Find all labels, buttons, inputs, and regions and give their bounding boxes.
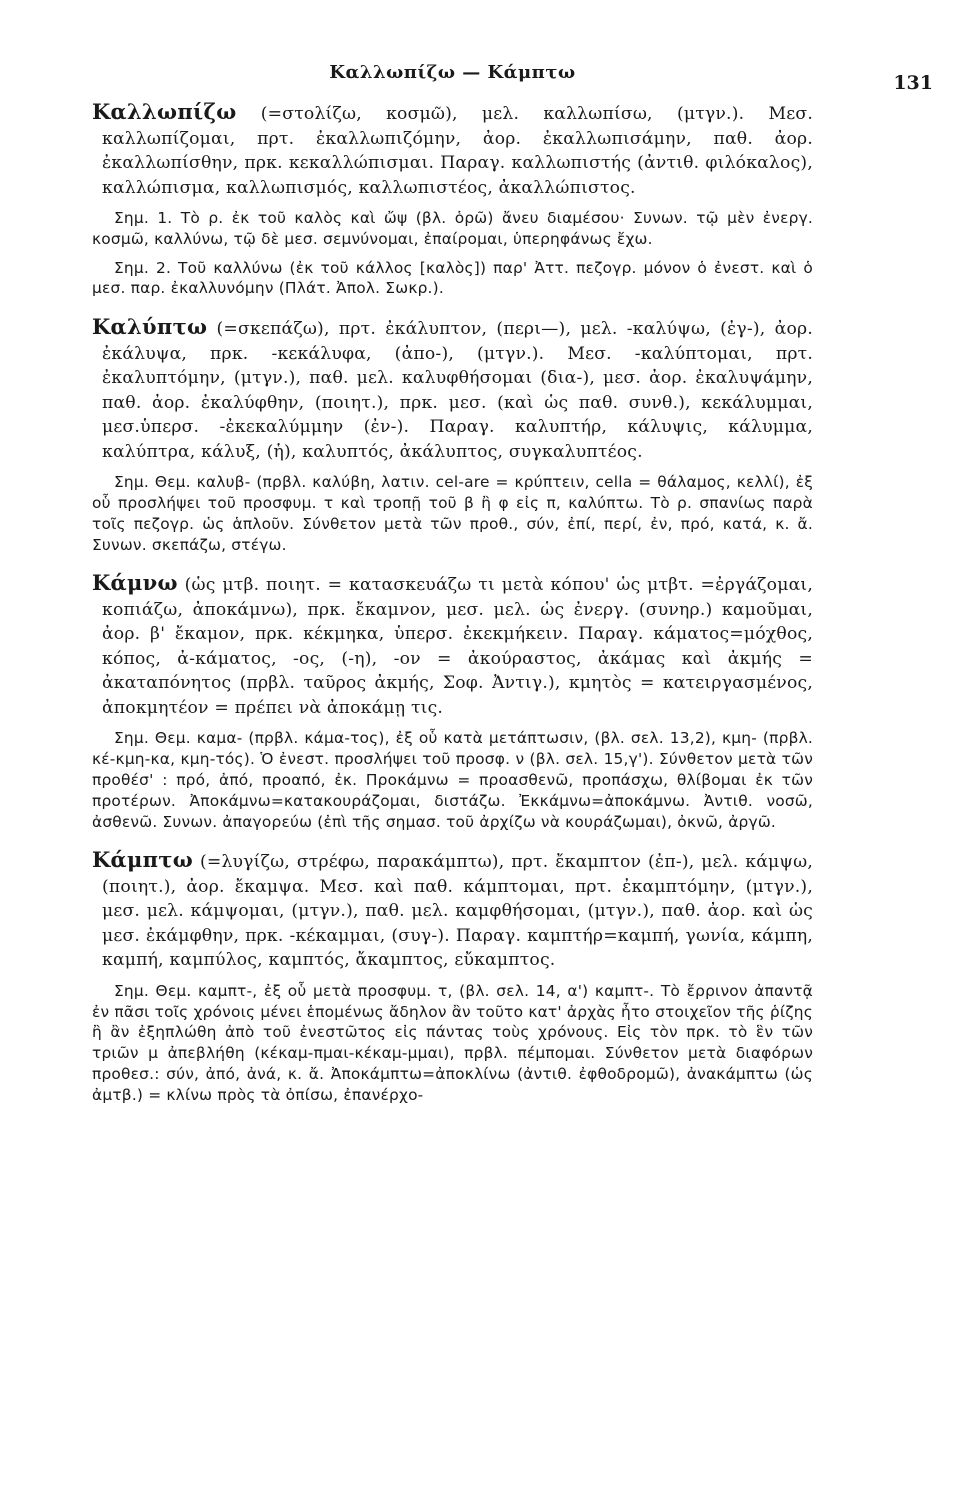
entry-lemma: Κάμπτω xyxy=(92,847,194,873)
entry-note: Σημ. Θεμ. καμπτ-, ἐξ οὗ μετὰ προσφυμ. τ, (βλ. σελ. 14, α') καμπτ-. Τὸ ἔρρινον ἀπαντᾷ ἐν πᾶσι τοῖς χρόνοις μένει ἑπομένως ἄδηλον ἂν τοῦτο κατ' ἀρχὰς ἦτο στοιχεῖον τῆς ῥίζης ἢ ἂν ἐξηπλώθη ἀπὸ τοῦ ἐνεστῶτος εἰς πάντας τοὺς χρόνους. Εἰς τὸν πρκ. τὸ ἓν τῶν τριῶν μ ἀπεβλήθη (κέκαμ-πμαι-κέκαμ-μμαι), πρβλ. πέμπομαι. Σύνθετον μετὰ διαφόρων προθεσ.: σύν, ἀπό, ἀνά, κ. ἄ. Ἀποκάμπτω=ἀποκλίνω (ἀντιθ. ἐφθοδρομῶ), ἀνακάμπτω (ὡς ἀμτβ.) = κλίνω πρὸς τὰ ὀπίσω, ἐπανέρχο- xyxy=(92,981,813,1104)
entry-text: (ὡς μτβ. ποιητ. = κατασκευάζω τι μετὰ κόπου' ὡς μτβτ. =ἐργάζομαι, κοπιάζω, ἀποκάμνω), πρκ. ἔκαμνον, μεσ. μελ. ὡς ἐνεργ. (συνηρ.) καμοῦμαι, ἀορ. β' ἔκαμον, πρκ. κέκμηκα, ὑπερσ. ἐκεκμήκειν. Παραγ. κάματος=μόχθος, κόπος, ἀ-κάματος, -ος, (-η), -ον = ἀκούραστος, ἀκάμας καὶ ἀκμής = ἀκαταπόνητος (πρβλ. ταῦρος ἀκμής, Σοφ. Ἀντιγ.), κμητὸς = κατειργασμένος, ἀποκμητέον = πρέπει νὰ ἀποκάμῃ τις. xyxy=(102,575,813,718)
entry-definition xyxy=(92,848,813,973)
entry-note: Σημ. Θεμ. καλυβ- (πρβλ. καλύβη, λατιν. cel-are = κρύπτειν, cella = θάλαμος, κελλί), ἐξ οὗ προσλήψει τοῦ προσφυμ. τ καὶ τροπῇ τοῦ β ἢ φ εἰς π, καλύπτω. Τὸ ρ. σπανίως παρὰ τοῖς πεζογρ. ὡς ἁπλοῦν. Σύνθετον μετὰ τῶν προθ., σύν, ἐπί, περί, ἐν, πρό, κατά, κ. ἄ. Συνων. σκεπάζω, στέγω. xyxy=(92,473,813,554)
page-number: 131 xyxy=(893,72,933,94)
entry-note: Σημ. 1. Τὸ ρ. ἐκ τοῦ καλὸς καὶ ὤψ (βλ. ὁρῶ) ἄνευ διαμέσου· Συνων. τῷ μὲν ἐνεργ. κοσμῶ, καλλύνω, τῷ δὲ μεσ. σεμνύνομαι, ἐπαίρομαι, ὑπερηφάνως ἔχω. xyxy=(92,209,813,248)
running-head xyxy=(92,52,933,100)
entry-text: (=λυγίζω, στρέφω, παρακάμπτω), πρτ. ἔκαμπτον (ἐπ-), μελ. κάμψω, (ποιητ.), ἀορ. ἔκαμψα. Μεσ. καὶ παθ. κάμπτομαι, πρτ. ἐκαμπτόμην, (μτγν.), μεσ. μελ. κάμψομαι, (μτγν.), παθ. μελ. καμφθήσομαι, (μτγν.), παθ. ἀορ. καὶ ὡς μεσ. ἐκάμφθην, πρκ. -κέκαμμαι, (συγ-). Παραγ. καμπτήρ=καμπή, γωνία, κάμπη, καμπή, καμπύλος, καμπτός, ἄκαμπτος, εὔκαμπτος. xyxy=(102,852,813,971)
entry-text: (=σκεπάζω), πρτ. ἐκάλυπτον, (περι—), μελ. -καλύψω, (ἐγ-), ἀορ. ἐκάλυψα, πρκ. -κεκάλυφα, (ἀπο-), (μτγν.). Μεσ. -καλύπτομαι, πρτ. ἐκαλυπτόμην, (μτγν.), παθ. μελ. καλυφθήσομαι (δια-), μεσ. ἀορ. ἐκαλυψάμην, παθ. ἀορ. ἐκαλύφθην, (ποιητ.), πρκ. μεσ. (καὶ ὡς παθ. συνθ.), κεκάλυμμαι, μεσ.ὑπερσ. -ἐκεκαλύμμην (ἐν-). Παραγ. καλυπτήρ, κάλυψις, κάλυμμα, καλύπτρα, κάλυξ, (ἡ), καλυπτός, ἀκάλυπτος, συγκαλυπτέος. xyxy=(102,319,813,462)
entry-lemma: Καλύπτω xyxy=(92,314,208,340)
entry-kampto xyxy=(92,848,813,1105)
entry-lemma: Καλλωπίζω xyxy=(92,99,237,124)
entry-definition xyxy=(92,100,813,200)
running-title: Καλλωπίζω — Κάμπτω xyxy=(329,62,576,83)
entry-note: Σημ. 2. Τοῦ καλλύνω (ἐκ τοῦ κάλλος [καλὸς]) παρ' Ἀττ. πεζογρ. μόνον ὁ ἐνεστ. καὶ ὁ μεσ. παρ. ἐκαλλυνόμην (Πλάτ. Ἀπολ. Σωκρ.). xyxy=(92,258,813,298)
entry-note: Σημ. Θεμ. καμα- (πρβλ. κάμα-τος), ἐξ οὗ κατὰ μετάπτωσιν, (βλ. σελ. 13,2), κμη- (πρβλ. κέ-κμη-κα, κμη-τός). Ὁ ἐνεστ. προσλήψει τοῦ προσφ. ν (βλ. σελ. 15,γ'). Σύνθετον μετὰ τῶν προθέσ' : πρό, ἀπό, προαπό, ἐκ. Προκάμνω = προασθενῶ, προπάσχω, θλίβομαι ἐκ τῶν προτέρων. Ἀποκάμνω=κατακουράζομαι, διστάζω. Ἐκκάμνω=ἀποκάμνω. Ἀντιθ. νοσῶ, ἀσθενῶ. Συνων. ἀπαγορεύω (ἐπὶ τῆς σημασ. τοῦ ἀρχίζω νὰ κουράζωμαι), ὀκνῶ, ἀργῶ. xyxy=(92,729,813,831)
entry-definition xyxy=(92,315,813,464)
entry-text: (=στολίζω, κοσμῶ), μελ. καλλωπίσω, (μτγν.). Μεσ. καλλωπίζομαι, πρτ. ἐκαλλωπιζόμην, ἀορ. ἐκαλλωπισάμην, παθ. ἀορ. ἐκαλλωπίσθην, πρκ. κεκαλλώπισμαι. Παραγ. καλλωπιστής (ἀντιθ. φιλόκαλος), καλλώπισμα, καλλωπισμός, καλλωπιστέος, ἀκαλλώπιστος. xyxy=(102,104,813,198)
entry-lemma: Κάμνω xyxy=(92,570,178,596)
entry-definition xyxy=(92,571,813,720)
entry-kallopizo xyxy=(92,100,813,299)
entry-kamno xyxy=(92,571,813,832)
entry-kalypto xyxy=(92,315,813,555)
